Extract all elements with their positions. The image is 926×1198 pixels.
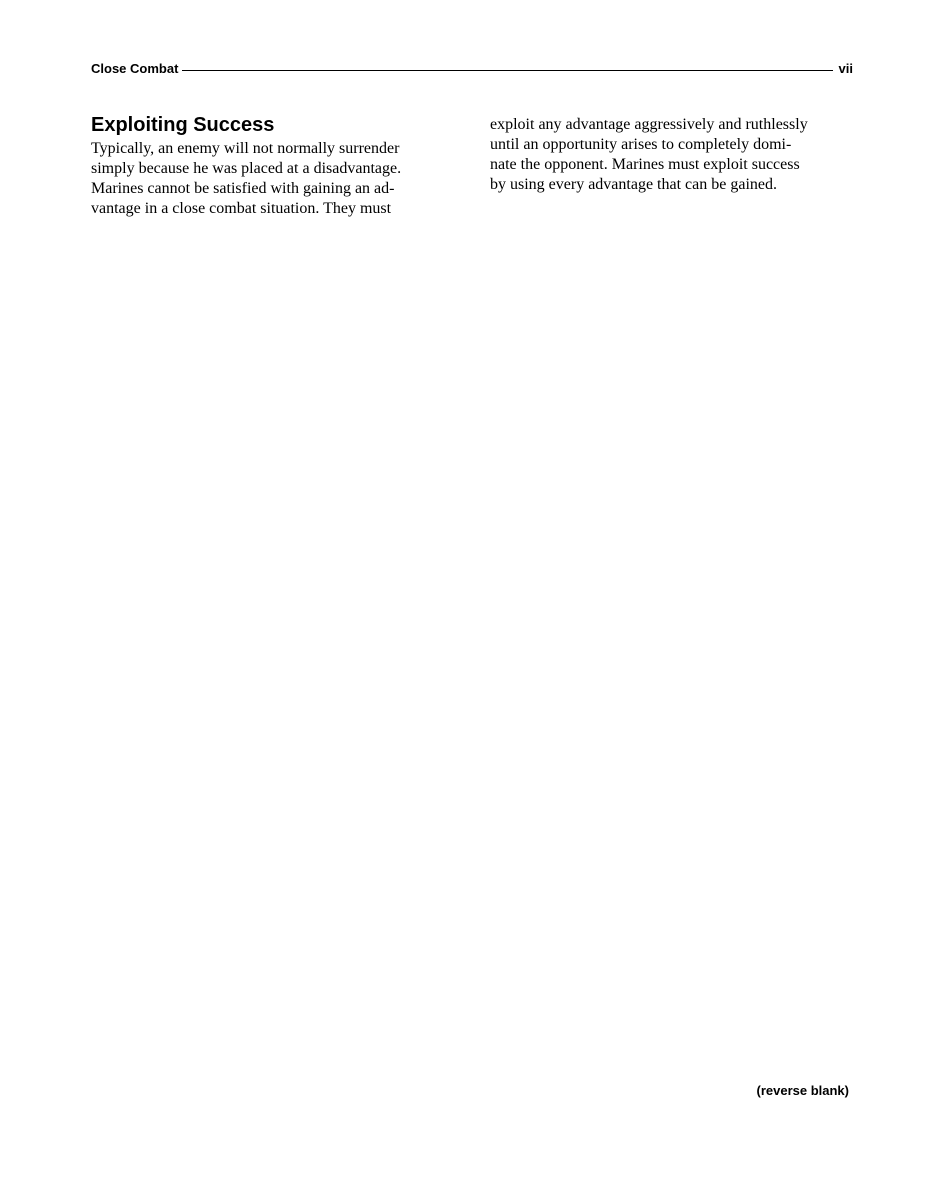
page-number: vii: [838, 61, 853, 76]
section-heading: Exploiting Success: [91, 114, 275, 136]
running-header: [91, 60, 853, 78]
reverse-blank-note: (reverse blank): [756, 1083, 849, 1098]
header-title: Close Combat: [91, 61, 179, 76]
text-line: Typically, an enemy will not normally surrender: [91, 140, 400, 157]
text-line: vantage in a close combat situation. They must: [91, 200, 392, 217]
text-line: nate the opponent. Marines must exploit success: [490, 156, 800, 173]
left-paragraph: [91, 139, 451, 219]
text-line: exploit any advantage aggressively and ruthlessly: [490, 116, 808, 133]
text-line: simply because he was placed at a disadvantage.: [91, 160, 402, 177]
left-column: [91, 112, 451, 219]
right-column: [490, 112, 850, 195]
right-paragraph: [490, 115, 850, 195]
text-line: Marines cannot be satisfied with gaining an ad-: [91, 180, 395, 197]
text-line: until an opportunity arises to completely domi-: [490, 136, 792, 153]
header-rule: [182, 70, 832, 71]
text-line: by using every advantage that can be gained.: [490, 176, 777, 193]
